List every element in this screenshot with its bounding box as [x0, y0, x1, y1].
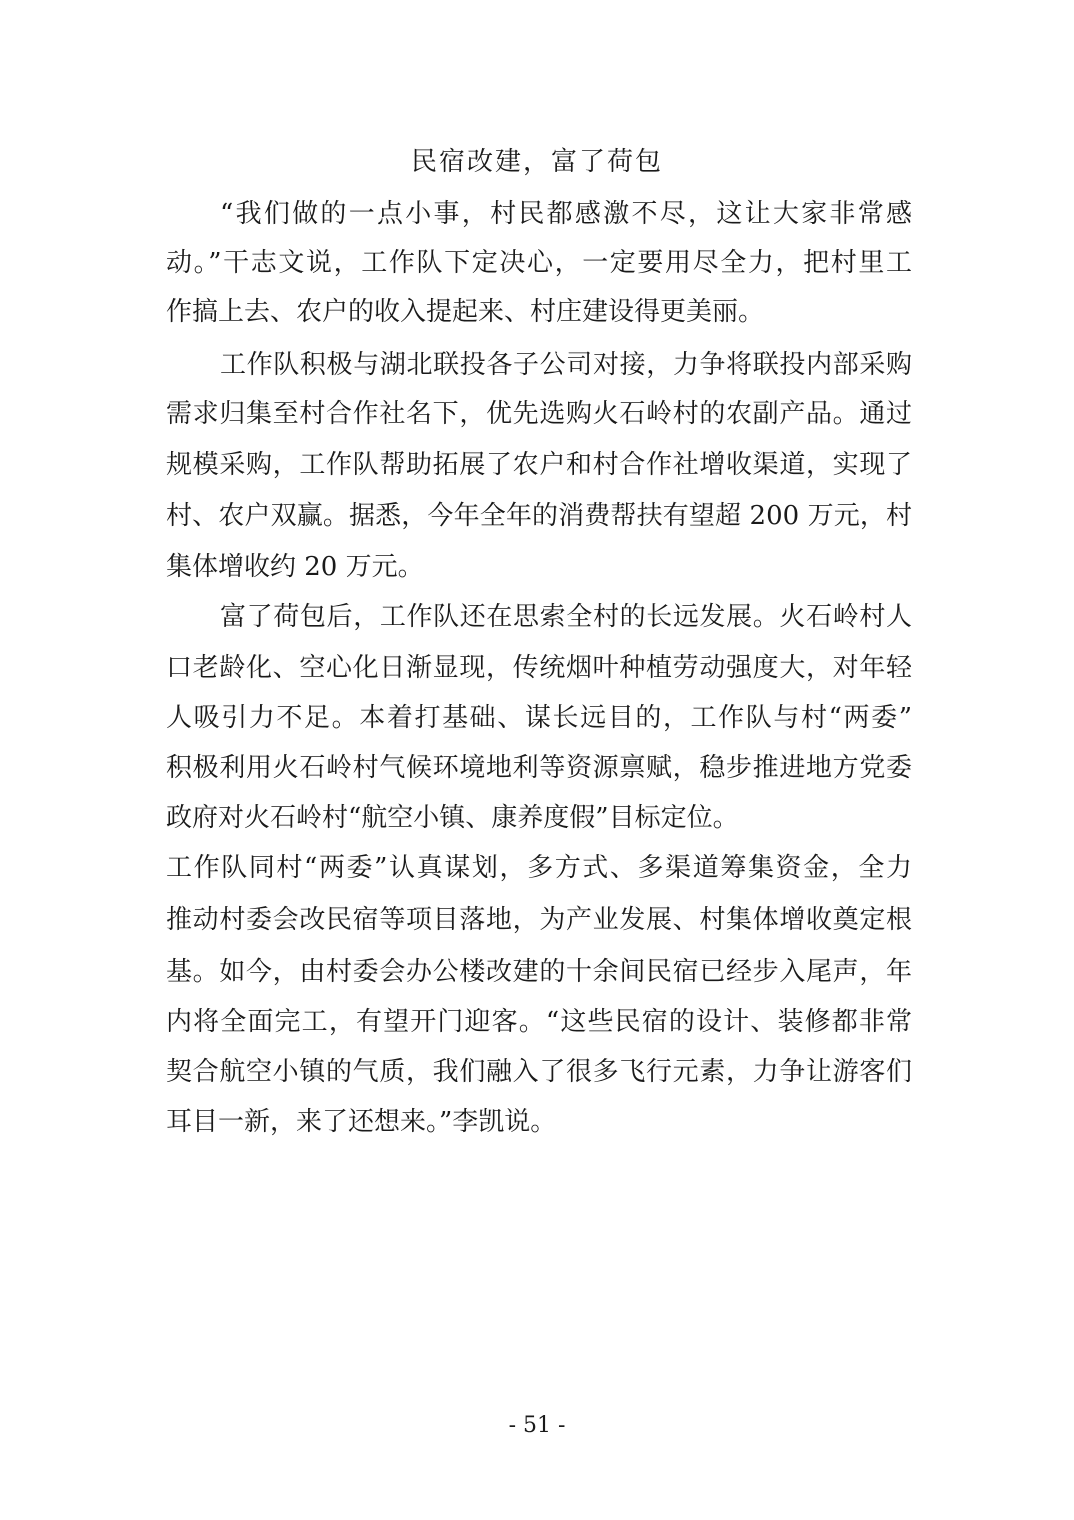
paragraph-line: 基。如今，由村委会办公楼改建的十余间民宿已经步入尾声，年 [166, 957, 912, 987]
paragraph-line: “我们做的一点小事，村民都感激不尽，这让大家非常感 [220, 199, 912, 229]
paragraph-line: 作搞上去、农户的收入提起来、村庄建设得更美丽。 [166, 297, 765, 327]
paragraph-line: 口老龄化、空心化日渐显现，传统烟叶种植劳动强度大，对年轻 [166, 653, 912, 683]
paragraph-line: 契合航空小镇的气质，我们融入了很多飞行元素，力争让游客们 [166, 1057, 912, 1087]
paragraph-line: 集体增收约 20 万元。 [166, 552, 424, 582]
paragraph-line: 工作队积极与湖北联投各子公司对接，力争将联投内部采购 [220, 350, 912, 380]
page-number: - 51 - [508, 1413, 566, 1438]
paragraph-line: 积极利用火石岭村气候环境地利等资源禀赋，稳步推进地方党委 [166, 753, 912, 783]
paragraph-line: 推动村委会改民宿等项目落地，为产业发展、村集体增收奠定根 [166, 905, 912, 935]
paragraph-line: 动。”干志文说，工作队下定决心，一定要用尽全力，把村里工 [166, 248, 912, 278]
paragraph-line: 政府对火石岭村“航空小镇、康养度假”目标定位。 [166, 803, 739, 833]
paragraph-line: 需求归集至村合作社名下，优先选购火石岭村的农副产品。通过 [166, 399, 912, 429]
paragraph-line: 工作队同村“两委”认真谋划，多方式、多渠道筹集资金，全力 [166, 853, 912, 883]
paragraph-line: 富了荷包后，工作队还在思索全村的长远发展。火石岭村人 [220, 602, 912, 632]
paragraph-line: 内将全面完工，有望开门迎客。“这些民宿的设计、装修都非常 [166, 1007, 912, 1037]
paragraph-line: 人吸引力不足。本着打基础、谋长远目的，工作队与村“两委” [166, 703, 912, 733]
paragraph-line: 村、农户双赢。据悉，今年全年的消费帮扶有望超 200 万元，村 [166, 501, 912, 531]
section-title: 民宿改建，富了荷包 [410, 147, 663, 177]
paragraph-line: 规模采购，工作队帮助拓展了农户和村合作社增收渠道，实现了 [166, 450, 912, 480]
paragraph-line: 耳目一新，来了还想来。”李凯说。 [166, 1107, 557, 1137]
